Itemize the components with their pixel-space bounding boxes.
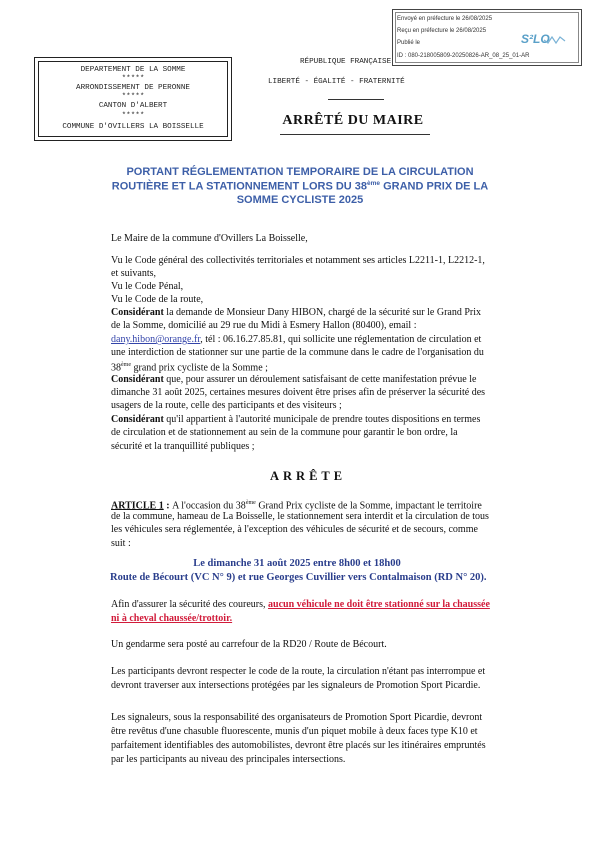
considerant-text: que, pour assurer un déroulement satisfaisant de cette manifestation prévue le bbox=[163, 374, 477, 385]
participants-line-2: devront traverser aux intersections protégées par les signaleurs de Promotion Sport Picardie. bbox=[111, 680, 481, 691]
page-title: ARRÊTÉ DU MAIRE bbox=[282, 113, 424, 128]
considerant-3-line-3: sécurité et la tranquillité publiques ; bbox=[111, 441, 255, 452]
motto-underline bbox=[328, 99, 384, 100]
considerant-text: la demande de Monsieur Dany HIBON, chargé de la sécurité sur le Grand Prix bbox=[163, 307, 482, 318]
vu-code-route: Vu le Code de la route, bbox=[111, 294, 204, 305]
considerant-1-line-3 bbox=[111, 333, 481, 346]
subject-line-2 bbox=[110, 180, 490, 193]
no-parking-warning: ni à cheval chaussée/trottoir. bbox=[111, 613, 233, 624]
considerant-text: , tél : 06.16.27.85.81, qui sollicite une réglementation de circulation et bbox=[200, 334, 482, 345]
administrative-header-box bbox=[34, 57, 232, 141]
article-1-line-2: de la commune, hameau de La Boisselle, le stationnement sera interdit et la circulation de tous bbox=[111, 511, 489, 522]
article-1-line-3: les véhicules sera réglementée, à l'exception des véhicules de sécurité et de secours, comme bbox=[111, 524, 478, 535]
considerant-2-line-1 bbox=[111, 373, 476, 386]
considerant-1-line-2: de la Somme, domicilié au 29 rue du Midi à Esmery Hallon (80400), email : bbox=[111, 320, 417, 331]
arrete-heading: ARRÊTE bbox=[270, 469, 347, 483]
stamp-published: Publié le bbox=[397, 40, 421, 46]
stamp-received-date: Reçu en préfecture le 26/08/2025 bbox=[397, 28, 487, 34]
signaleurs-line-3: parfaitement identifiables des automobilistes, devront être placés sur les itinéraires empruntés bbox=[111, 740, 486, 751]
considerant-keyword: Considérant bbox=[111, 374, 164, 385]
slo-swoosh-icon bbox=[543, 35, 567, 45]
article-label: ARTICLE 1 bbox=[111, 500, 164, 512]
article-text: A l'occasion du 38 bbox=[172, 500, 246, 512]
considerant-2-line-2: dimanche 31 août 2025, certaines mesures doivent être prises afin de préserver la sécurité des bbox=[111, 387, 486, 398]
article-1-line-4: suit : bbox=[111, 538, 131, 549]
slo-logo: S²LO bbox=[521, 32, 550, 46]
considerant-1-line-1 bbox=[111, 306, 481, 319]
vu-cgct: Vu le Code général des collectivités territoriales et notamment ses articles L2211-1, L2212-1, bbox=[111, 255, 485, 266]
safety-line-1 bbox=[111, 598, 490, 611]
ordinal-sup: ème bbox=[121, 362, 131, 368]
article-text: Grand Prix cycliste de la Somme, impactant le territoire bbox=[255, 500, 482, 512]
subject-line-3: SOMME CYCLISTE 2025 bbox=[236, 194, 364, 206]
signaleurs-line-2: être revêtus d'une chasuble fluorescente, munis d'un piquet mobile à deux faces type K10 et bbox=[111, 726, 478, 737]
participants-line-1: Les participants devront respecter le code de la route, la circulation n'étant pas interrompue et bbox=[111, 666, 486, 677]
department: DEPARTEMENT DE LA SOMME bbox=[80, 66, 186, 74]
considerant-text: qu'il appartient à l'autorité municipale de prendre toutes dispositions en termes bbox=[163, 414, 481, 425]
canton: CANTON D'ALBERT bbox=[98, 102, 168, 110]
vu-code-penal: Vu le Code Pénal, bbox=[111, 281, 184, 292]
ordinal-sup: ème bbox=[245, 500, 256, 506]
signaleurs-line-4: par les participants au niveau des principales intersections. bbox=[111, 754, 346, 765]
email-link[interactable]: dany.hibon@orange.fr bbox=[111, 334, 201, 345]
considerant-keyword: Considérant bbox=[111, 307, 164, 318]
commune: COMMUNE D'OVILLERS LA BOISSELLE bbox=[62, 123, 204, 131]
event-date-time: Le dimanche 31 août 2025 entre 8h00 et 18h00 bbox=[193, 558, 401, 569]
republic-name: RÉPUBLIQUE FRANÇAISE bbox=[300, 58, 392, 66]
considerant-3-line-2: de circulation et de stationnement au sein de la commune pour garantir le bon ordre, la bbox=[111, 427, 458, 438]
safety-line-2 bbox=[111, 612, 232, 625]
prefecture-stamp bbox=[392, 9, 582, 66]
safety-text: Afin d'assurer la sécurité des coureurs, bbox=[111, 599, 269, 610]
separator-stars: ***** bbox=[121, 75, 145, 83]
republic-motto: LIBERTÉ - ÉGALITÉ - FRATERNITÉ bbox=[268, 78, 405, 86]
mayor-intro: Le Maire de la commune d'Ovillers La Boisselle, bbox=[111, 233, 308, 244]
stamp-id: ID : 080-218005809-20250826-AR_08_25_01-AR bbox=[397, 53, 530, 59]
considerant-text: 38 bbox=[111, 362, 121, 374]
article-colon: : bbox=[163, 500, 173, 512]
subject-line-1: PORTANT RÉGLEMENTATION TEMPORAIRE DE LA CIRCULATION bbox=[126, 166, 474, 178]
considerant-3-line-1 bbox=[111, 413, 480, 426]
no-parking-warning: aucun véhicule ne doit être stationné sur la chaussée bbox=[268, 599, 490, 610]
event-roads: Route de Bécourt (VC N° 9) et rue Georges Cuvillier vers Contalmaison (RD N° 20). bbox=[110, 572, 487, 583]
signaleurs-line-1: Les signaleurs, sous la responsabilité des organisateurs de Promotion Sport Picardie, devront bbox=[111, 712, 483, 723]
separator-stars: ***** bbox=[121, 93, 145, 101]
stamp-sent-date: Envoyé en préfecture le 26/08/2025 bbox=[397, 16, 493, 22]
subject-text: GRAND PRIX DE LA bbox=[380, 180, 489, 193]
subject-sup: ème bbox=[367, 180, 381, 187]
title-underline bbox=[280, 134, 430, 135]
considerant-keyword: Considérant bbox=[111, 414, 164, 425]
separator-stars: ***** bbox=[121, 112, 145, 120]
vu-cgct-cont: et suivants, bbox=[111, 268, 156, 279]
considerant-1-line-4: une interdiction de stationner sur une partie de la commune dans le cadre de l'organisation du bbox=[111, 347, 484, 358]
gendarme-notice: Un gendarme sera posté au carrefour de la RD20 / Route de Bécourt. bbox=[111, 639, 387, 650]
subject-text: ROUTIÈRE ET LA STATIONNEMENT LORS DU 38 bbox=[111, 180, 368, 193]
considerant-2-line-3: usagers de la route, celle des participants et des visiteurs ; bbox=[111, 400, 342, 411]
arrondissement: ARRONDISSEMENT DE PERONNE bbox=[76, 84, 190, 92]
considerant-text: grand prix cycliste de la Somme ; bbox=[131, 362, 268, 374]
